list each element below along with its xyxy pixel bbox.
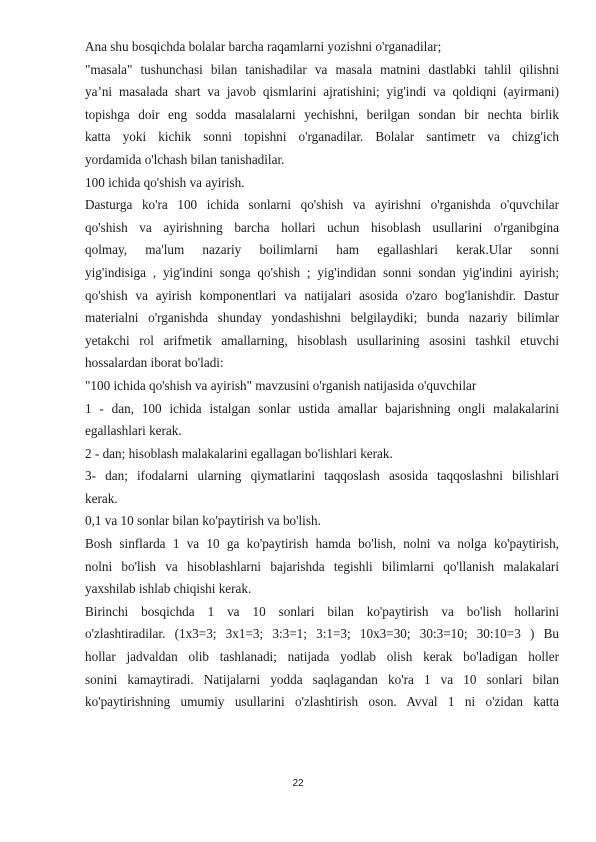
text-line: ya’ni masalada shart va javob qismlarini ajratishini; yig'indi va qoldiqni (ayirmani): [85, 84, 559, 100]
text-line: 100 ichida qo'shish va ayirish.: [85, 174, 245, 190]
text-line: kerak.: [85, 490, 118, 506]
text-line: katta yoki kichik sonni topishni o'rganadilar. Bolalar santimetr va chizg'ich: [85, 129, 559, 145]
text-line: qo'shish va ayirishning barcha hollari uchun hisoblash usullarini o'rganibgina: [85, 219, 559, 235]
text-line: hossalardan iborat bo'ladi:: [85, 355, 224, 371]
text-line: Bosh sinflarda 1 va 10 ga ko'paytirish hamda bo'lish, nolni va nolga ko'paytirish,: [85, 536, 559, 552]
text-line: topishga doir eng sodda masalalarni yechishni, berilgan sondan bir nechta birlik: [85, 106, 559, 122]
text-line: Dasturga ko'ra 100 ichida sonlarni qo'shish va ayirishni o'rganishda o'quvchilar: [85, 197, 559, 213]
text-line: 2 - dan; hisoblash malakalarini egallagan bo'lishlari kerak.: [85, 445, 393, 461]
text-line: yetakchi rol arifmetik amallarning, hisoblash usullarining asosini tashkil etuvchi: [85, 332, 559, 348]
text-line: 3- dan; ifodalarni ularning qiymatlarini taqqoslash asosida taqqoslashni bilishlari: [85, 468, 559, 484]
text-line: "masala" tushunchasi bilan tanishadilar va masala matnini dastlabki tahlil qilishni: [85, 61, 559, 77]
text-line: nolni bo'lish va hisoblashlarni bajarishda tegishli bilimlarni qo'llanish malakalari: [85, 558, 559, 574]
text-line: "100 ichida qo'shish va ayirish" mavzusini o'rganish natijasida o'quvchilar: [85, 377, 477, 393]
text-line: qolmay, ma'lum nazariy boilimlarni ham egallashlari kerak.Ular sonni: [85, 242, 559, 258]
text-line: ko'paytirishning umumiy usullarini o'zlashtirish oson. Avval 1 ni o'zidan katta: [85, 694, 559, 710]
text-line: qo'shish va ayirish komponentlari va natijalari asosida o'zaro bog'lanishdir. Dastur: [85, 287, 559, 303]
text-line: 1 - dan, 100 ichida istalgan sonlar ustida amallar bajarishning ongli malakalarini: [85, 400, 559, 416]
page-number: 22: [292, 778, 304, 789]
text-line: hollar jadvaldan olib tashlanadi; natijada yodlab olish kerak bo'ladigan holler: [85, 649, 559, 665]
text-line: yordamida o'lchash bilan tanishadilar.: [85, 151, 285, 167]
text-line: 0,1 va 10 sonlar bilan ko'paytirish va bo'lish.: [85, 513, 321, 529]
text-line: yig'indisiga , yig'indini songa qo'shish ; yig'indidan sonni sondan yig'indini ayirish;: [85, 264, 559, 280]
text-line: Ana shu bosqichda bolalar barcha raqamlarni yozishni o'rganadilar;: [85, 39, 442, 54]
text-line: materialni o'rganishda shunday yondashishni belgilaydiki; bunda nazariy bilimlar: [85, 310, 559, 326]
text-line: Birinchi bosqichda 1 va 10 sonlari bilan ko'paytirish va bo'lish hollarini: [85, 603, 559, 619]
text-line: egallashlari kerak.: [85, 423, 182, 439]
document-body: [85, 36, 559, 714]
text-line: o'zlashtiradilar. (1x3=3; 3x1=3; 3:3=1; 3:1=3; 10x3=30; 30:3=10; 30:10=3 ) Bu: [85, 626, 559, 642]
text-line: sonini kamaytiradi. Natijalarni yodda saqlagandan ko'ra 1 va 10 sonlari bilan: [85, 671, 559, 687]
text-line: yaxshilab ishlab chiqishi kerak.: [85, 581, 252, 597]
